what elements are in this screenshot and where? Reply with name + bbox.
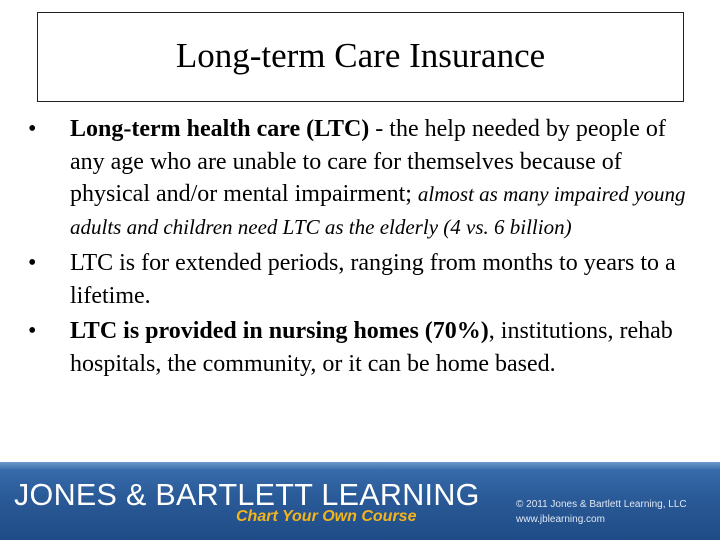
footer-highlight — [0, 462, 720, 470]
bullet-text-ltc-duration: LTC is for extended periods, ranging from months to years to a lifetime. — [70, 250, 676, 309]
bullet-term-nursing-homes: LTC is provided in nursing homes (70%) — [70, 318, 489, 344]
slide-title-box — [37, 12, 684, 102]
bullet-marker: • — [28, 250, 37, 276]
bullet-note-ltc-comparison: almost as many impaired young adults and children need LTC as the elderly (4 vs. 6 billion) — [70, 182, 686, 239]
bullet-text-ltc-settings: , institutions, rehab hospitals, the community, or it can be home based. — [70, 318, 673, 377]
bullet-item-ltc-settings — [28, 315, 688, 380]
slide-title: Long-term Care Insurance — [175, 35, 546, 75]
bullet-marker: • — [28, 116, 37, 142]
bullet-list — [28, 113, 688, 380]
publisher-tagline: Chart Your Own Course — [236, 508, 417, 525]
publisher-website: www.jblearning.com — [516, 514, 605, 525]
bullet-item-ltc-duration — [28, 247, 688, 312]
bullet-item-ltc-definition — [28, 113, 688, 244]
bullet-marker: • — [28, 318, 37, 344]
bullet-text-ltc-definition: - the help needed by people of any age who are unable to care for themselves because of physical and/or mental impairment; — [70, 116, 666, 207]
bullet-term-ltc: Long-term health care (LTC) — [70, 116, 370, 142]
copyright-notice: © 2011 Jones & Bartlett Learning, LLC — [516, 499, 687, 510]
publisher-logo-text: JONES & BARTLETT LEARNING — [14, 478, 480, 512]
